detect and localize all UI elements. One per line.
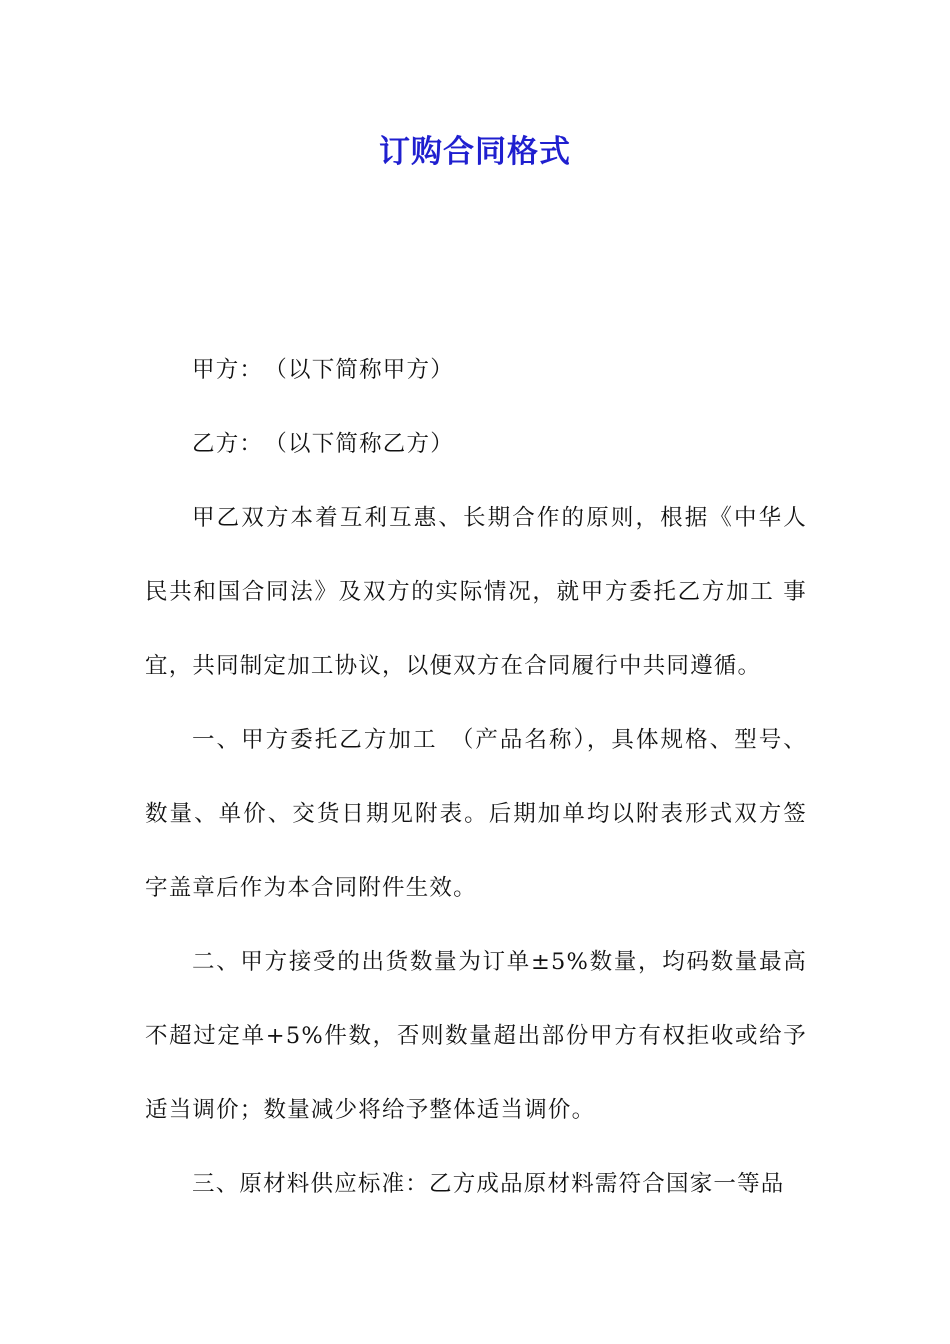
clause-1-paragraph: 一、甲方委托乙方加工 （产品名称），具体规格、型号、数量、单价、交货日期见附表。后期加单均以附表形式双方签字盖章后作为本合同附件生效。 bbox=[145, 727, 807, 901]
clause-3-paragraph: 三、原材料供应标准：乙方成品原材料需符合国家一等品 bbox=[192, 1171, 785, 1197]
document-title: 订购合同格式 bbox=[379, 134, 571, 170]
party-a-line: 甲方： （以下简称甲方） bbox=[192, 357, 454, 383]
document-body bbox=[145, 333, 807, 1221]
party-b-line: 乙方： （以下简称乙方） bbox=[192, 431, 454, 457]
preamble-paragraph: 甲乙双方本着互利互惠、长期合作的原则，根据《中华人民共和国合同法》及双方的实际情况，就甲方委托乙方加工 事宜，共同制定加工协议，以便双方在合同履行中共同遵循。 bbox=[145, 505, 807, 679]
clause-2-paragraph: 二、甲方接受的出货数量为订单±5%数量，均码数量最高不超过定单+5%件数，否则数量超出部份甲方有权拒收或给予适当调价；数量减少将给予整体适当调价。 bbox=[145, 949, 807, 1123]
